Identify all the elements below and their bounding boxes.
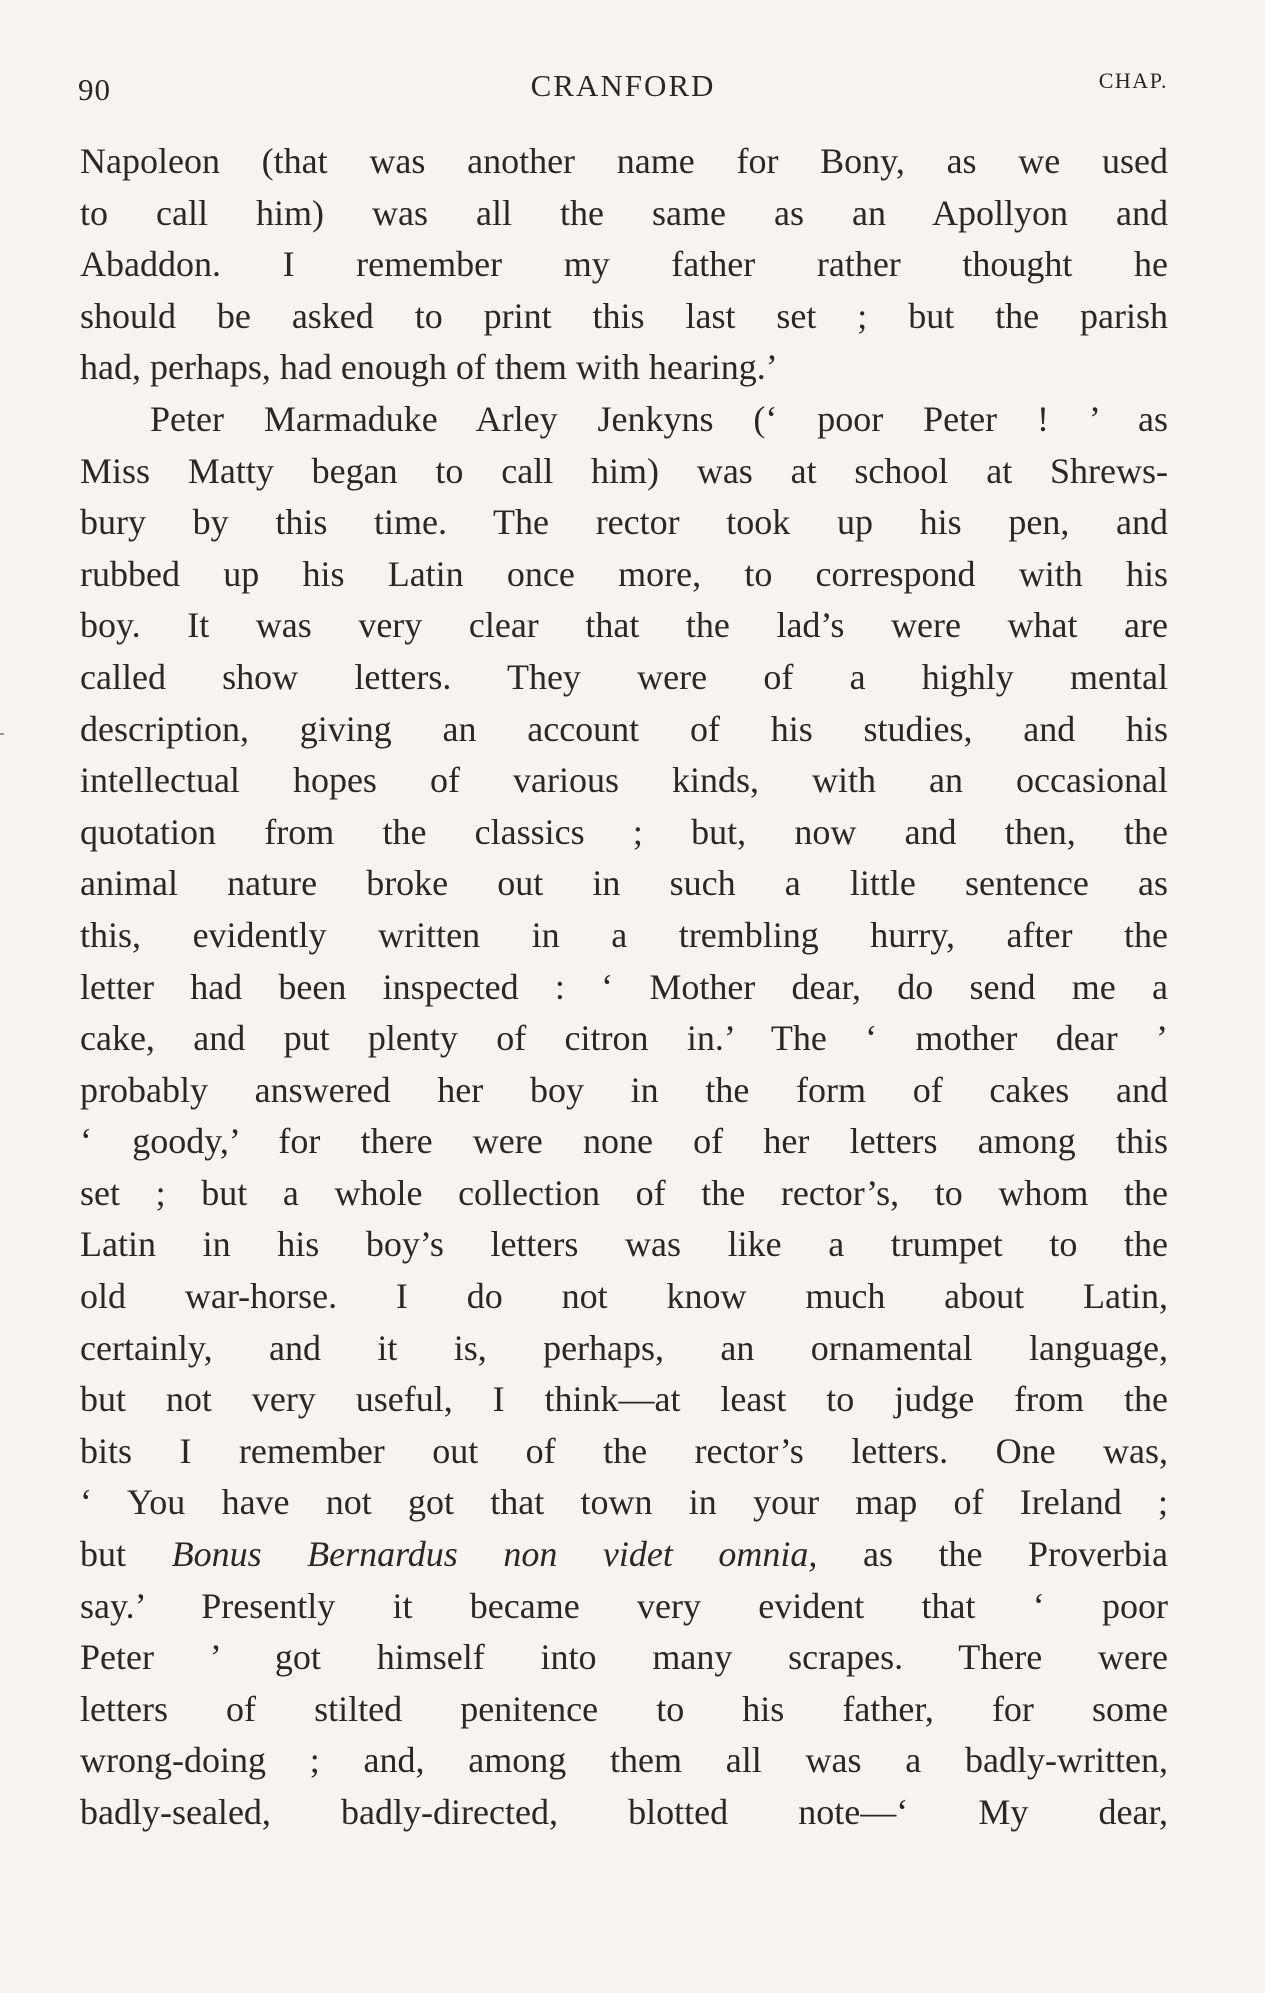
text-line: bury by this time. The rector took up his pen, and [80,502,1168,543]
latin-phrase: Bonus Bernardus non videt omnia, [171,1534,818,1575]
text-line: quotation from the classics ; but, now and then, the [80,811,1168,852]
text-line: wrong-doing ; and, among them all was a badly-written, [80,1740,1168,1781]
text-line: bits I remember out of the rector’s letters. One was, [80,1430,1168,1471]
text-line: to call him) was all the same as an Apollyon and [80,192,1168,233]
text-line: letter had been inspected : ‘ Mother dear, do send me a [80,966,1168,1007]
text-line: Latin in his boy’s letters was like a trumpet to the [80,1224,1168,1265]
text-line: set ; but a whole collection of the rector’s, to whom the [80,1172,1168,1213]
text-line: called show letters. They were of a highly mental [80,656,1168,697]
chapter-label: CHAP. [1098,68,1168,93]
text-line: cake, and put plenty of citron in.’ The ‘ mother dear ’ [80,1018,1168,1059]
page-number: 90 [78,72,111,107]
text-line: animal nature broke out in such a little sentence as [80,863,1168,904]
text-line: rubbed up his Latin once more, to correspond with his [80,553,1168,594]
text-line-latin [80,1529,1168,1581]
body-text [80,136,1168,1839]
running-head [78,68,1168,108]
text-line: Miss Matty began to call him) was at school at Shrews- [80,450,1168,491]
text-line: should be asked to print this last set ; but the parish [80,295,1168,336]
text-line: but not very useful, I think—at least to judge from the [80,1379,1168,1420]
text-line: ‘ goody,’ for there were none of her letters among this [80,1121,1168,1162]
text-fragment: as the Proverbia [862,1534,1169,1575]
text-line: probably answered her boy in the form of cakes and [80,1069,1168,1110]
text-line: ‘ You have not got that town in your map of Ireland ; [80,1482,1168,1523]
text-line: intellectual hopes of various kinds, with an occasional [80,760,1168,801]
text-line: say.’ Presently it became very evident that ‘ poor [80,1585,1168,1626]
text-line: Peter ’ got himself into many scrapes. There were [80,1637,1168,1678]
text-line: boy. It was very clear that the lad’s were what are [80,605,1168,646]
book-title: CRANFORD [530,68,716,103]
text-line: Napoleon (that was another name for Bony, as we used [80,141,1168,181]
text-line: old war-horse. I do not know much about Latin, [80,1276,1168,1317]
text-line: Peter Marmaduke Arley Jenkyns (‘ poor Peter ! ’ as [150,398,1168,439]
text-line: description, giving an account of his studies, and his [80,708,1168,749]
text-line: letters of stilted penitence to his father, for some [80,1688,1168,1729]
text-line: had, perhaps, had enough of them with hearing.’ [80,347,778,388]
text-fragment: but [80,1534,127,1575]
text-line: Abaddon. I remember my father rather thought he [80,244,1168,285]
text-line: this, evidently written in a trembling hurry, after the [80,914,1168,955]
text-line: certainly, and it is, perhaps, an ornamental language, [80,1327,1168,1368]
margin-mark [0,733,4,735]
text-line: badly-sealed, badly-directed, blotted note—‘ My dear, [80,1792,1168,1832]
